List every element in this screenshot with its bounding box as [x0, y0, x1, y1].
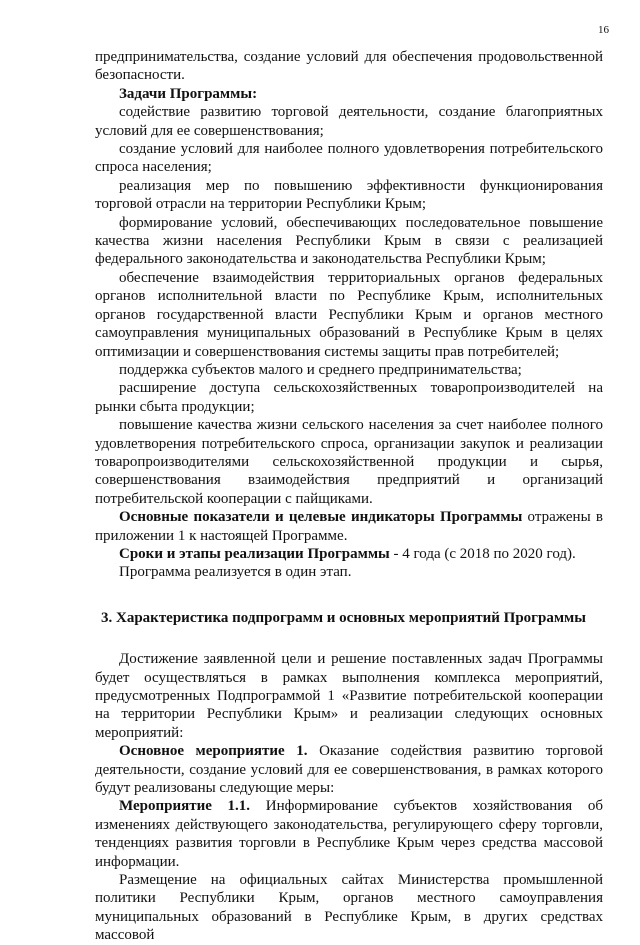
main-activity-text: Оказание содействия развитию торговой деятельности, создание условий для ее совершенствования, в рамках которого будут реализованы следующие меры: [95, 743, 603, 797]
paragraph-goal-achievement: Достижение заявленной цели и решение поставленных задач Программы будет осуществляться в рамках выполнения комплекса мероприятий, предусмотренных Подпрограммой 1 «Развитие потребительской кооперации на территории Республики Крым» и реализации следующих основных мероприятий: [95, 651, 603, 741]
document-body [95, 48, 603, 945]
task-item: формирование условий, обеспечивающих последовательное повышение качества жизни населения Республики Крым в связи с реализацией федерального законодательства и законодательства Республики Крым; [95, 214, 603, 268]
main-activity-label: Основное мероприятие 1. [119, 743, 308, 760]
timeline-label: Сроки и этапы реализации Программы [119, 545, 390, 562]
heading-program-tasks: Задачи Программы: [119, 85, 258, 102]
paragraph-timeline [95, 545, 603, 563]
paragraph-intro-continuation: предпринимательства, создание условий для обеспечения продовольственной безопасности. [95, 49, 603, 84]
task-item: обеспечение взаимодействия территориальных органов федеральных органов исполнительной власти по Республике Крым, исполнительных органов государственной власти Республики Крым и органов местного самоуправления муниципальных образований в Республике Крым в целях оптимизации и совершенствования системы защиты прав потребителей; [95, 269, 603, 360]
task-item: расширение доступа сельскохозяйственных товаропроизводителей на рынки сбыта продукции; [95, 380, 603, 415]
paragraph-placement: Размещение на официальных сайтах Министерства промышленной политики Республики Крым, органов местного самоуправления муниципальных образований в Республике Крым, в других средствах массовой [95, 872, 603, 944]
task-item: реализация мер по повышению эффективности функционирования торговой отрасли на территории Республики Крым; [95, 177, 603, 213]
timeline-text: - 4 года (с 2018 по 2020 год). [389, 545, 576, 562]
page-number: 16 [598, 24, 609, 36]
task-item: создание условий для наиболее полного удовлетворения потребительского спроса населения; [95, 141, 603, 176]
indicators-label: Основные показатели и целевые индикаторы Программы [119, 509, 523, 526]
activity-label: Мероприятие 1.1. [119, 798, 251, 815]
paragraph-main-activity-1 [95, 742, 603, 797]
task-item: повышение качества жизни сельского населения за счет наиболее полного удовлетворения потребительского спроса, организации закупок и реализации товаропроизводителями сельскохозяйственной продукции и сырья, совершенствования взаимодействия предприятий и организаций потребительской кооперации с пайщиками. [95, 417, 603, 507]
section-heading: 3. Характеристика подпрограмм и основных мероприятий Программы [101, 609, 586, 626]
paragraph-activity-1-1 [95, 797, 603, 871]
task-item: поддержка субъектов малого и среднего предпринимательства; [119, 361, 522, 378]
paragraph-indicators [95, 508, 603, 545]
task-item: содействие развитию торговой деятельности, создание благоприятных условий для ее совершенствования; [95, 104, 603, 139]
activity-text: Информирование субъектов хозяйствования об изменениях действующего законодательства, регулирующего сферу торговли, тенденциях развития торговли в Республике Крым через средства массовой информации. [95, 798, 603, 870]
paragraph-single-stage: Программа реализуется в один этап. [119, 564, 352, 581]
indicators-text: отражены в приложении 1 к настоящей Программе. [95, 509, 603, 544]
